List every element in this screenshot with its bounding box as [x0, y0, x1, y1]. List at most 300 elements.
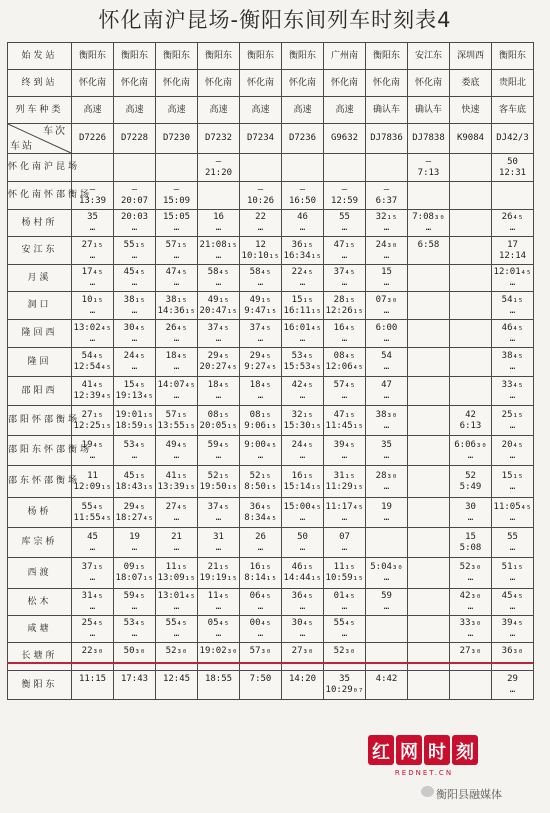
- station-name: 安江东: [8, 237, 72, 265]
- time-top: 37₄₅: [207, 322, 230, 333]
- time-top: 14:07₄₅: [157, 380, 196, 390]
- time-top: 32₁₅: [375, 212, 398, 222]
- time-cell: [156, 406, 198, 436]
- time-bottom: …: [131, 362, 138, 372]
- time-bottom: [408, 251, 449, 262]
- train-type: 确认车: [366, 97, 408, 124]
- time-bottom: …: [215, 278, 222, 288]
- time-cell: [450, 237, 492, 265]
- time-top: —: [131, 184, 138, 195]
- time-bottom: 19:50₁₅: [199, 481, 238, 492]
- time-top: 19: [381, 501, 392, 512]
- time-cell: [114, 498, 156, 528]
- train-origin: 衡阳东: [366, 43, 408, 70]
- time-cell: [366, 182, 408, 210]
- station-row: [8, 498, 534, 528]
- train-origin: 衡阳东: [492, 43, 534, 70]
- train-number: G9632: [324, 124, 366, 154]
- time-bottom: …: [89, 450, 96, 461]
- time-top: [450, 295, 491, 306]
- time-cell: [366, 348, 408, 377]
- time-top: 13:01₄₅: [157, 591, 196, 601]
- time-bottom: …: [215, 512, 222, 523]
- time-top: 27₃₀: [459, 645, 482, 656]
- time-top: 42₃₀: [459, 591, 482, 601]
- time-cell: [324, 320, 366, 348]
- time-cell: [156, 377, 198, 406]
- time-cell: [450, 406, 492, 436]
- time-bottom: 8:14₁₅: [244, 573, 277, 583]
- time-bottom: …: [467, 629, 474, 639]
- time-bottom: 12:39₄₅: [73, 391, 112, 401]
- time-cell: [366, 528, 408, 558]
- time-top: 16₁₅: [291, 470, 314, 481]
- time-bottom: 12:06₄₅: [325, 362, 364, 372]
- train-type: 高速: [198, 97, 240, 124]
- time-bottom: …: [341, 512, 348, 523]
- time-bottom: …: [299, 450, 306, 461]
- time-cell: [408, 589, 450, 616]
- time-bottom: 16:34₁₅: [283, 250, 322, 261]
- station-row: [8, 616, 534, 643]
- time-top: 52₃₀: [165, 645, 188, 656]
- time-top: 17: [507, 239, 518, 250]
- time-top: 49₁₅: [207, 294, 230, 305]
- time-cell: [282, 498, 324, 528]
- time-top: 14:20: [288, 674, 317, 684]
- time-top: 38₃₀: [375, 409, 398, 420]
- time-top: 27₄₅: [165, 501, 188, 512]
- time-bottom: …: [215, 629, 222, 639]
- time-cell: [72, 466, 114, 498]
- time-cell: [114, 182, 156, 210]
- time-top: 35: [381, 439, 392, 450]
- time-cell: [114, 528, 156, 558]
- time-cell: [492, 528, 534, 558]
- time-bottom: 9:27₄₅: [244, 362, 277, 372]
- time-bottom: …: [425, 223, 432, 233]
- time-bottom: 13:09₁₅: [157, 573, 196, 583]
- time-bottom: 18:07₁₅: [115, 573, 154, 583]
- time-cell: [72, 265, 114, 292]
- train-type: 高速: [72, 97, 114, 124]
- time-cell: [282, 154, 324, 182]
- time-top: 47: [381, 380, 392, 390]
- time-bottom: 18:59₁₅: [115, 420, 154, 431]
- time-cell: [282, 671, 324, 700]
- time-cell: [72, 528, 114, 558]
- time-top: 26: [255, 531, 266, 542]
- time-bottom: …: [341, 223, 348, 233]
- time-bottom: …: [299, 542, 306, 553]
- time-top: 28₁₅: [333, 294, 356, 305]
- time-cell: [114, 436, 156, 466]
- time-bottom: [72, 685, 113, 696]
- time-bottom: …: [467, 602, 474, 612]
- time-top: 6:58: [417, 239, 440, 250]
- time-top: 24₄₅: [123, 351, 146, 361]
- time-bottom: …: [383, 305, 390, 316]
- train-terminal: 娄底: [450, 70, 492, 97]
- time-cell: [198, 528, 240, 558]
- time-bottom: 12:09₁₅: [73, 481, 112, 492]
- time-cell: [282, 210, 324, 237]
- time-cell: [282, 348, 324, 377]
- time-bottom: 9:47₁₅: [244, 305, 277, 316]
- time-cell: [408, 498, 450, 528]
- time-cell: [72, 154, 114, 182]
- station-row: [8, 671, 534, 700]
- time-cell: [72, 320, 114, 348]
- time-top: 37₄₅: [207, 501, 230, 512]
- time-bottom: [408, 573, 449, 584]
- time-cell: [114, 671, 156, 700]
- time-top: 46₄₅: [501, 322, 524, 333]
- time-top: 49₁₅: [249, 294, 272, 305]
- time-cell: [450, 498, 492, 528]
- time-top: [450, 323, 491, 334]
- time-top: 52: [465, 470, 476, 481]
- time-bottom: 5:49: [459, 481, 482, 492]
- time-cell: [72, 292, 114, 320]
- time-top: 57₁₅: [165, 409, 188, 420]
- time-top: [450, 267, 491, 278]
- time-bottom: [156, 168, 197, 179]
- time-cell: [282, 377, 324, 406]
- time-cell: [198, 348, 240, 377]
- station-row: [8, 182, 534, 210]
- train-origin: 安江东: [408, 43, 450, 70]
- train-terminal: 贵阳北: [492, 70, 534, 97]
- time-top: 16: [213, 212, 224, 222]
- time-cell: [198, 154, 240, 182]
- station-row: [8, 210, 534, 237]
- station-row: [8, 406, 534, 436]
- time-top: [324, 157, 365, 168]
- train-number: D7230: [156, 124, 198, 154]
- time-cell: [324, 182, 366, 210]
- time-bottom: [408, 685, 449, 696]
- time-top: 15: [465, 531, 476, 542]
- time-top: 27₁₅: [81, 409, 104, 420]
- time-top: 19: [129, 531, 140, 542]
- time-cell: [156, 643, 198, 671]
- train-number: K9084: [450, 124, 492, 154]
- time-cell: [324, 348, 366, 377]
- time-cell: [450, 558, 492, 589]
- time-top: 53₄₅: [291, 351, 314, 361]
- time-cell: [450, 154, 492, 182]
- train-number: DJ42/3: [492, 124, 534, 154]
- time-bottom: 18:27₄₅: [115, 512, 154, 523]
- time-top: 18:55: [204, 674, 233, 684]
- time-cell: [240, 265, 282, 292]
- station-name: 咸塘: [8, 616, 72, 643]
- time-top: [408, 471, 449, 482]
- time-bottom: …: [215, 333, 222, 344]
- time-cell: [72, 237, 114, 265]
- time-bottom: 10:10₁₅: [241, 250, 280, 261]
- time-bottom: 16:11₁₅: [283, 305, 322, 316]
- time-top: 21₁₅: [207, 562, 230, 572]
- time-cell: [114, 616, 156, 643]
- time-cell: [198, 466, 240, 498]
- time-top: [408, 295, 449, 306]
- time-bottom: …: [131, 250, 138, 261]
- time-top: 15₄₅: [123, 380, 146, 390]
- time-top: [366, 618, 407, 629]
- train-type: 高速: [240, 97, 282, 124]
- time-bottom: …: [509, 362, 516, 372]
- time-bottom: [156, 685, 197, 696]
- time-cell: [324, 558, 366, 589]
- time-top: [366, 157, 407, 168]
- time-top: 25₄₅: [81, 618, 104, 628]
- time-cell: [450, 210, 492, 237]
- time-top: 24₃₀: [375, 239, 398, 250]
- time-top: [408, 591, 449, 602]
- station-row: [8, 528, 534, 558]
- time-bottom: …: [383, 391, 390, 401]
- time-cell: [156, 348, 198, 377]
- svg-text:REDNET.CN: REDNET.CN: [394, 769, 454, 777]
- time-bottom: …: [131, 450, 138, 461]
- time-bottom: 19:19₁₅: [199, 573, 238, 583]
- station-name: 隆回西: [8, 320, 72, 348]
- time-top: 31: [213, 531, 224, 542]
- time-cell: [72, 182, 114, 210]
- time-bottom: …: [89, 250, 96, 261]
- time-top: —: [341, 184, 348, 195]
- time-bottom: …: [467, 573, 474, 583]
- time-top: [282, 157, 323, 168]
- time-bottom: …: [215, 542, 222, 553]
- time-cell: [492, 436, 534, 466]
- time-top: [72, 157, 113, 168]
- time-top: 30₄₅: [291, 618, 314, 628]
- time-cell: [408, 558, 450, 589]
- time-cell: [324, 498, 366, 528]
- time-top: 33₄₅: [501, 380, 524, 390]
- time-cell: [198, 265, 240, 292]
- time-bottom: …: [509, 305, 516, 316]
- time-top: 52₁₅: [249, 470, 272, 481]
- time-top: 22: [255, 212, 266, 222]
- time-bottom: [450, 306, 491, 317]
- time-bottom: 20:05₁₅: [199, 420, 238, 431]
- time-cell: [366, 292, 408, 320]
- time-cell: [114, 320, 156, 348]
- time-top: 29: [507, 674, 518, 684]
- time-cell: [366, 237, 408, 265]
- time-bottom: [408, 421, 449, 432]
- time-top: 15:00₄₅: [283, 501, 322, 512]
- time-top: 53₄₅: [123, 439, 146, 450]
- time-cell: [198, 436, 240, 466]
- time-cell: [324, 210, 366, 237]
- time-cell: [408, 320, 450, 348]
- time-top: 52₁₅: [207, 470, 230, 481]
- time-bottom: [408, 602, 449, 613]
- time-bottom: …: [341, 629, 348, 639]
- time-bottom: …: [509, 223, 516, 233]
- time-cell: [324, 377, 366, 406]
- time-cell: [366, 643, 408, 671]
- time-top: 30: [465, 501, 476, 512]
- time-cell: [366, 466, 408, 498]
- time-top: 26₄₅: [501, 212, 524, 222]
- time-cell: [240, 154, 282, 182]
- time-cell: [156, 265, 198, 292]
- station-name: 杨村所: [8, 210, 72, 237]
- time-top: 42: [465, 409, 476, 420]
- time-bottom: …: [131, 223, 138, 233]
- time-top: 16₄₅: [333, 322, 356, 333]
- time-top: [492, 185, 533, 196]
- time-top: [408, 532, 449, 543]
- time-top: 55₄₅: [333, 618, 356, 628]
- time-top: [408, 267, 449, 278]
- time-bottom: 14:44₁₅: [283, 573, 322, 583]
- train-type: 确认车: [408, 97, 450, 124]
- time-bottom: …: [173, 278, 180, 288]
- time-cell: [282, 558, 324, 589]
- time-bottom: …: [341, 333, 348, 344]
- time-bottom: 21:20: [204, 167, 233, 178]
- time-bottom: …: [383, 512, 390, 523]
- watermark: 衡阳县融媒体: [436, 788, 502, 801]
- time-bottom: [366, 543, 407, 554]
- time-bottom: …: [383, 450, 390, 461]
- time-cell: [492, 154, 534, 182]
- time-bottom: …: [509, 450, 516, 461]
- time-top: 36₃₀: [501, 645, 524, 656]
- time-bottom: …: [299, 333, 306, 344]
- time-bottom: 10:29₀₇: [325, 685, 364, 695]
- time-cell: [366, 320, 408, 348]
- time-cell: [492, 643, 534, 671]
- time-cell: [240, 643, 282, 671]
- time-bottom: [324, 168, 365, 179]
- time-cell: [324, 237, 366, 265]
- time-cell: [450, 292, 492, 320]
- time-cell: [198, 558, 240, 589]
- time-cell: [282, 182, 324, 210]
- time-cell: [492, 498, 534, 528]
- time-top: 58₄₅: [249, 267, 272, 277]
- time-top: 45: [87, 531, 98, 542]
- time-top: 45₄₅: [501, 591, 524, 601]
- train-terminal: 怀化南: [366, 70, 408, 97]
- time-cell: [114, 210, 156, 237]
- time-bottom: [492, 196, 533, 207]
- time-cell: [324, 671, 366, 700]
- time-top: 53₄₅: [123, 618, 146, 628]
- train-origin: 衡阳东: [114, 43, 156, 70]
- time-bottom: [450, 391, 491, 402]
- time-bottom: [408, 278, 449, 289]
- time-bottom: …: [299, 629, 306, 639]
- time-top: 5:04₃₀: [370, 562, 403, 572]
- time-cell: [282, 436, 324, 466]
- time-top: [366, 532, 407, 543]
- time-cell: [450, 643, 492, 671]
- time-bottom: [114, 168, 155, 179]
- time-bottom: [408, 629, 449, 640]
- time-cell: [240, 320, 282, 348]
- time-bottom: [450, 334, 491, 345]
- red-annotation-line: [7, 662, 533, 664]
- time-bottom: …: [509, 629, 516, 639]
- train-type: 高速: [282, 97, 324, 124]
- time-bottom: [408, 543, 449, 554]
- time-top: [408, 410, 449, 421]
- time-bottom: …: [257, 450, 264, 461]
- time-cell: [450, 589, 492, 616]
- time-cell: [240, 498, 282, 528]
- time-top: 01₄₅: [333, 591, 356, 601]
- time-bottom: …: [257, 223, 264, 233]
- time-cell: [492, 616, 534, 643]
- time-top: 07₃₀: [375, 294, 398, 305]
- time-top: 20:03: [120, 212, 149, 222]
- time-bottom: 11:45₁₅: [325, 420, 364, 431]
- time-cell: [114, 589, 156, 616]
- time-top: [408, 502, 449, 513]
- time-top: 21: [171, 531, 182, 542]
- time-cell: [156, 320, 198, 348]
- time-cell: [198, 237, 240, 265]
- time-top: 17₄₅: [81, 267, 104, 277]
- time-cell: [72, 498, 114, 528]
- train-type: 快速: [450, 97, 492, 124]
- time-bottom: 15:53₄₅: [283, 362, 322, 372]
- time-bottom: …: [131, 305, 138, 316]
- time-cell: [240, 589, 282, 616]
- time-top: 50: [507, 156, 518, 167]
- train-terminal: 怀化南: [198, 70, 240, 97]
- time-cell: [156, 498, 198, 528]
- page-title: 怀化南沪昆场-衡阳东间列车时刻表4: [98, 8, 452, 32]
- time-top: —: [257, 184, 264, 195]
- time-top: 50: [297, 531, 308, 542]
- time-bottom: …: [173, 223, 180, 233]
- time-top: 45₁₅: [123, 470, 146, 481]
- time-bottom: 12:31: [498, 167, 527, 178]
- time-cell: [282, 237, 324, 265]
- time-top: 27₃₀: [291, 645, 314, 656]
- time-bottom: [408, 334, 449, 345]
- time-bottom: …: [131, 602, 138, 612]
- station-name: 库宗桥: [8, 528, 72, 558]
- time-bottom: …: [89, 305, 96, 316]
- time-bottom: …: [89, 278, 96, 288]
- time-top: 28₃₀: [375, 470, 398, 481]
- logo-letter: 网: [400, 742, 418, 763]
- train-number: DJ7836: [366, 124, 408, 154]
- time-top: [156, 157, 197, 168]
- station-name: 怀化南沪昆场: [8, 154, 72, 182]
- time-cell: [72, 406, 114, 436]
- time-bottom: [282, 685, 323, 696]
- time-cell: [450, 320, 492, 348]
- time-top: 47₄₅: [165, 267, 188, 277]
- time-cell: [198, 643, 240, 671]
- time-bottom: …: [89, 602, 96, 612]
- time-cell: [450, 436, 492, 466]
- time-cell: [366, 436, 408, 466]
- time-top: —: [173, 184, 180, 195]
